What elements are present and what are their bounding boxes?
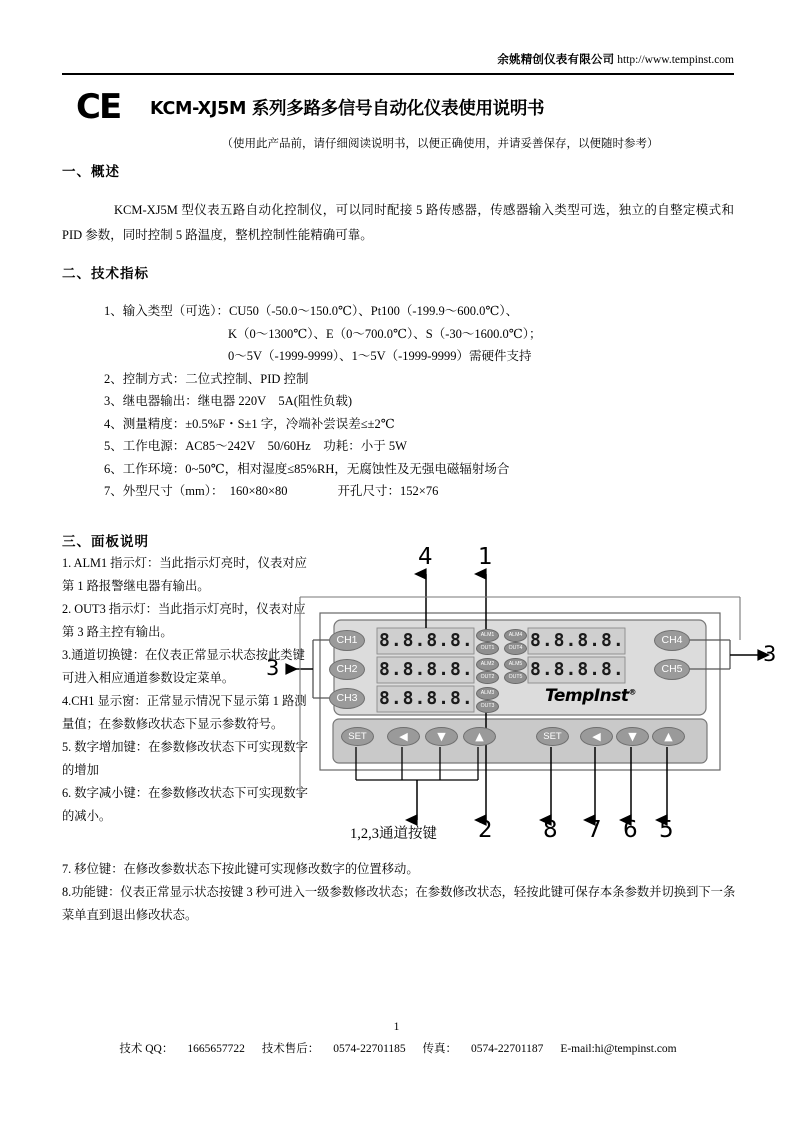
callout-2: 2 — [478, 817, 493, 843]
channel-button-ch1[interactable] — [329, 630, 365, 651]
indicator-led-out4 — [504, 642, 527, 655]
shift-button-right[interactable] — [580, 727, 613, 746]
channel-button-label: CH2 — [336, 663, 358, 675]
channel-button-label: CH3 — [336, 692, 358, 704]
channel-button-ch3[interactable] — [329, 688, 365, 709]
arrow-up-icon: ▲ — [475, 730, 484, 743]
set-button-label: SET — [543, 731, 562, 742]
footer-fax-value: 0574-22701187 — [471, 1043, 544, 1055]
registered-trademark-icon: ® — [628, 687, 636, 697]
indicator-label: ALM2 — [480, 661, 495, 667]
decrease-button-left[interactable] — [425, 727, 458, 746]
footer-qq-value: 1665657722 — [187, 1043, 245, 1055]
spec-item: 6、工作环境：0~50℃，相对湿度≤85%RH，无腐蚀性及无强电磁辐射场合 — [104, 461, 510, 476]
arrow-down-icon: ▼ — [628, 730, 637, 743]
panel-description-item: 5. 数字增加键：在参数修改状态下可实现数字的增加 — [62, 740, 308, 777]
decrease-button-right[interactable] — [616, 727, 649, 746]
panel-description-wide-list — [62, 858, 742, 927]
arrow-up-icon: ▲ — [664, 730, 673, 743]
ce-mark-icon: CE — [76, 87, 121, 127]
indicator-label: OUT1 — [480, 645, 495, 651]
display-window-ch2: 8.8.8.8. — [379, 659, 474, 680]
spec-item: 2、控制方式：二位式控制、PID 控制 — [104, 371, 309, 386]
panel-description-item: 8.功能键：仪表正常显示状态按键 3 秒可进入一级参数修改状态；在参数修改状态，轻按此键可保存本条参数并切换到下一条菜单直到退出修改状态。 — [62, 885, 736, 922]
footer-service-value: 0574-22701185 — [333, 1043, 406, 1055]
indicator-led-alm3 — [476, 687, 499, 700]
page-title: KCM-XJ5M 系列多路多信号自动化仪表使用说明书 — [150, 99, 545, 119]
indicator-led-out5 — [504, 671, 527, 684]
panel-description-item: 1. ALM1 指示灯：当此指示灯亮时，仪表对应第 1 路报警继电器有输出。 — [62, 556, 307, 593]
panel-description-item: 2. OUT3 指示灯：当此指示灯亮时，仪表对应第 3 路主控有输出。 — [62, 602, 306, 639]
display-window-ch5: 8.8.8.8. — [530, 659, 625, 680]
arrow-down-icon: ▼ — [437, 730, 446, 743]
spec-item: 1、输入类型（可选）：CU50（-50.0～150.0℃）、Pt100（-199.9～600.0℃）、 — [104, 304, 519, 318]
callout-7: 7 — [587, 817, 602, 843]
increase-button-left[interactable] — [463, 727, 496, 746]
indicator-label: ALM5 — [508, 661, 523, 667]
indicator-led-alm4 — [504, 629, 527, 642]
indicator-label: OUT2 — [480, 674, 495, 680]
display-window-ch3: 8.8.8.8. — [379, 688, 474, 709]
set-button-label: SET — [348, 731, 367, 742]
footer-email: E-mail:hi@tempinst.com — [560, 1043, 677, 1055]
spec-item-continuation: K（0～1300℃）、E（0～700.0℃）、S（-30～1600.0℃）； — [228, 326, 542, 341]
indicator-label: ALM1 — [480, 632, 495, 638]
indicator-led-out1 — [476, 642, 499, 655]
spec-item: 5、工作电源：AC85～242V 50/60Hz 功耗：小于 5W — [104, 439, 407, 453]
header-divider — [62, 73, 734, 75]
arrow-left-icon: ◀ — [592, 730, 601, 743]
indicator-label: ALM3 — [480, 690, 495, 696]
brand-logo — [545, 686, 636, 706]
channel-button-label: CH5 — [661, 663, 683, 675]
header-company: 余姚精创仪表有限公司 — [497, 54, 615, 66]
panel-description-list — [62, 552, 312, 828]
callout-4: 4 — [418, 544, 433, 570]
page-number: 1 — [393, 1021, 400, 1033]
channel-button-ch5[interactable] — [654, 659, 690, 680]
section-heading-overview: 一、概述 — [62, 164, 120, 180]
panel-description-item: 4.CH1 显示窗：正常显示情况下显示第 1 路测量值；在参数修改状态下显示参数符号。 — [62, 694, 307, 731]
callout-1-top: 1 — [478, 544, 493, 570]
spec-item: 7、外型尺寸（mm）： 160×80×80 开孔尺寸：152×76 — [104, 484, 439, 498]
channel-button-ch2[interactable] — [329, 659, 365, 680]
header-url: http://www.tempinst.com — [617, 54, 734, 66]
set-button-left[interactable] — [341, 727, 374, 746]
indicator-label: ALM4 — [508, 632, 523, 638]
indicator-label: OUT3 — [480, 703, 495, 709]
shift-button-left[interactable] — [387, 727, 420, 746]
page-header — [62, 52, 734, 68]
callout-6: 6 — [623, 817, 638, 843]
increase-button-right[interactable] — [652, 727, 685, 746]
channel-button-ch4[interactable] — [654, 630, 690, 651]
overview-paragraph: KCM-XJ5M 型仪表五路自动化控制仪，可以同时配接 5 路传感器，传感器输入类型可选，独立的自整定模式和 PID 参数，同时控制 5 路温度，整机控制性能精确可靠。 — [62, 203, 734, 242]
indicator-label: OUT5 — [508, 674, 523, 680]
indicator-led-alm5 — [504, 658, 527, 671]
callout-channel-keys-label: 1,2,3通道按键 — [350, 826, 437, 842]
callout-3-right: 3 — [763, 642, 777, 666]
set-button-right[interactable] — [536, 727, 569, 746]
spec-item: 3、继电器输出：继电器 220V 5A(阻性负载) — [104, 394, 353, 408]
section-heading-panel: 三、面板说明 — [62, 534, 149, 550]
indicator-led-alm1 — [476, 629, 499, 642]
channel-button-label: CH4 — [661, 634, 683, 646]
channel-button-label: CH1 — [336, 634, 358, 646]
page-subtitle: （使用此产品前，请仔细阅读说明书，以便正确使用，并请妥善保存，以便随时参考） — [221, 138, 659, 150]
spec-item-continuation: 0～5V（-1999-9999）、1～5V（-1999-9999）需硬件支持 — [228, 349, 532, 363]
callout-5: 5 — [659, 817, 674, 843]
page-footer — [62, 1040, 734, 1056]
panel-description-item: 3.通道切换键：在仪表正常显示状态按此类键可进入相应通道参数设定菜单。 — [62, 648, 305, 685]
callout-8: 8 — [543, 817, 558, 843]
instrument-panel-diagram — [266, 544, 792, 843]
panel-description-item: 7. 移位键：在修改参数状态下按此键可实现修改数字的位置移动。 — [62, 862, 419, 876]
indicator-led-out2 — [476, 671, 499, 684]
callout-3-left: 3 — [266, 656, 280, 680]
panel-description-item: 6. 数字减小键：在参数修改状态下可实现数字的减小。 — [62, 786, 308, 823]
section-heading-specs: 二、技术指标 — [62, 266, 149, 282]
display-window-ch1: 8.8.8.8. — [379, 630, 474, 651]
indicator-led-out3 — [476, 700, 499, 713]
display-window-ch4: 8.8.8.8. — [530, 630, 625, 651]
indicator-label: OUT4 — [508, 645, 523, 651]
arrow-left-icon: ◀ — [399, 730, 408, 743]
spec-item: 4、测量精度：±0.5%F・S±1 字，冷端补尝误差≤±2℃ — [104, 416, 395, 431]
footer-fax-label: 传真： — [422, 1043, 458, 1055]
footer-service-label: 技术售后： — [261, 1043, 320, 1055]
specs-list — [104, 300, 744, 503]
indicator-led-alm2 — [476, 658, 499, 671]
brand-logo-text: TempInst — [545, 686, 629, 706]
footer-qq-label: 技术 QQ： — [119, 1043, 174, 1055]
